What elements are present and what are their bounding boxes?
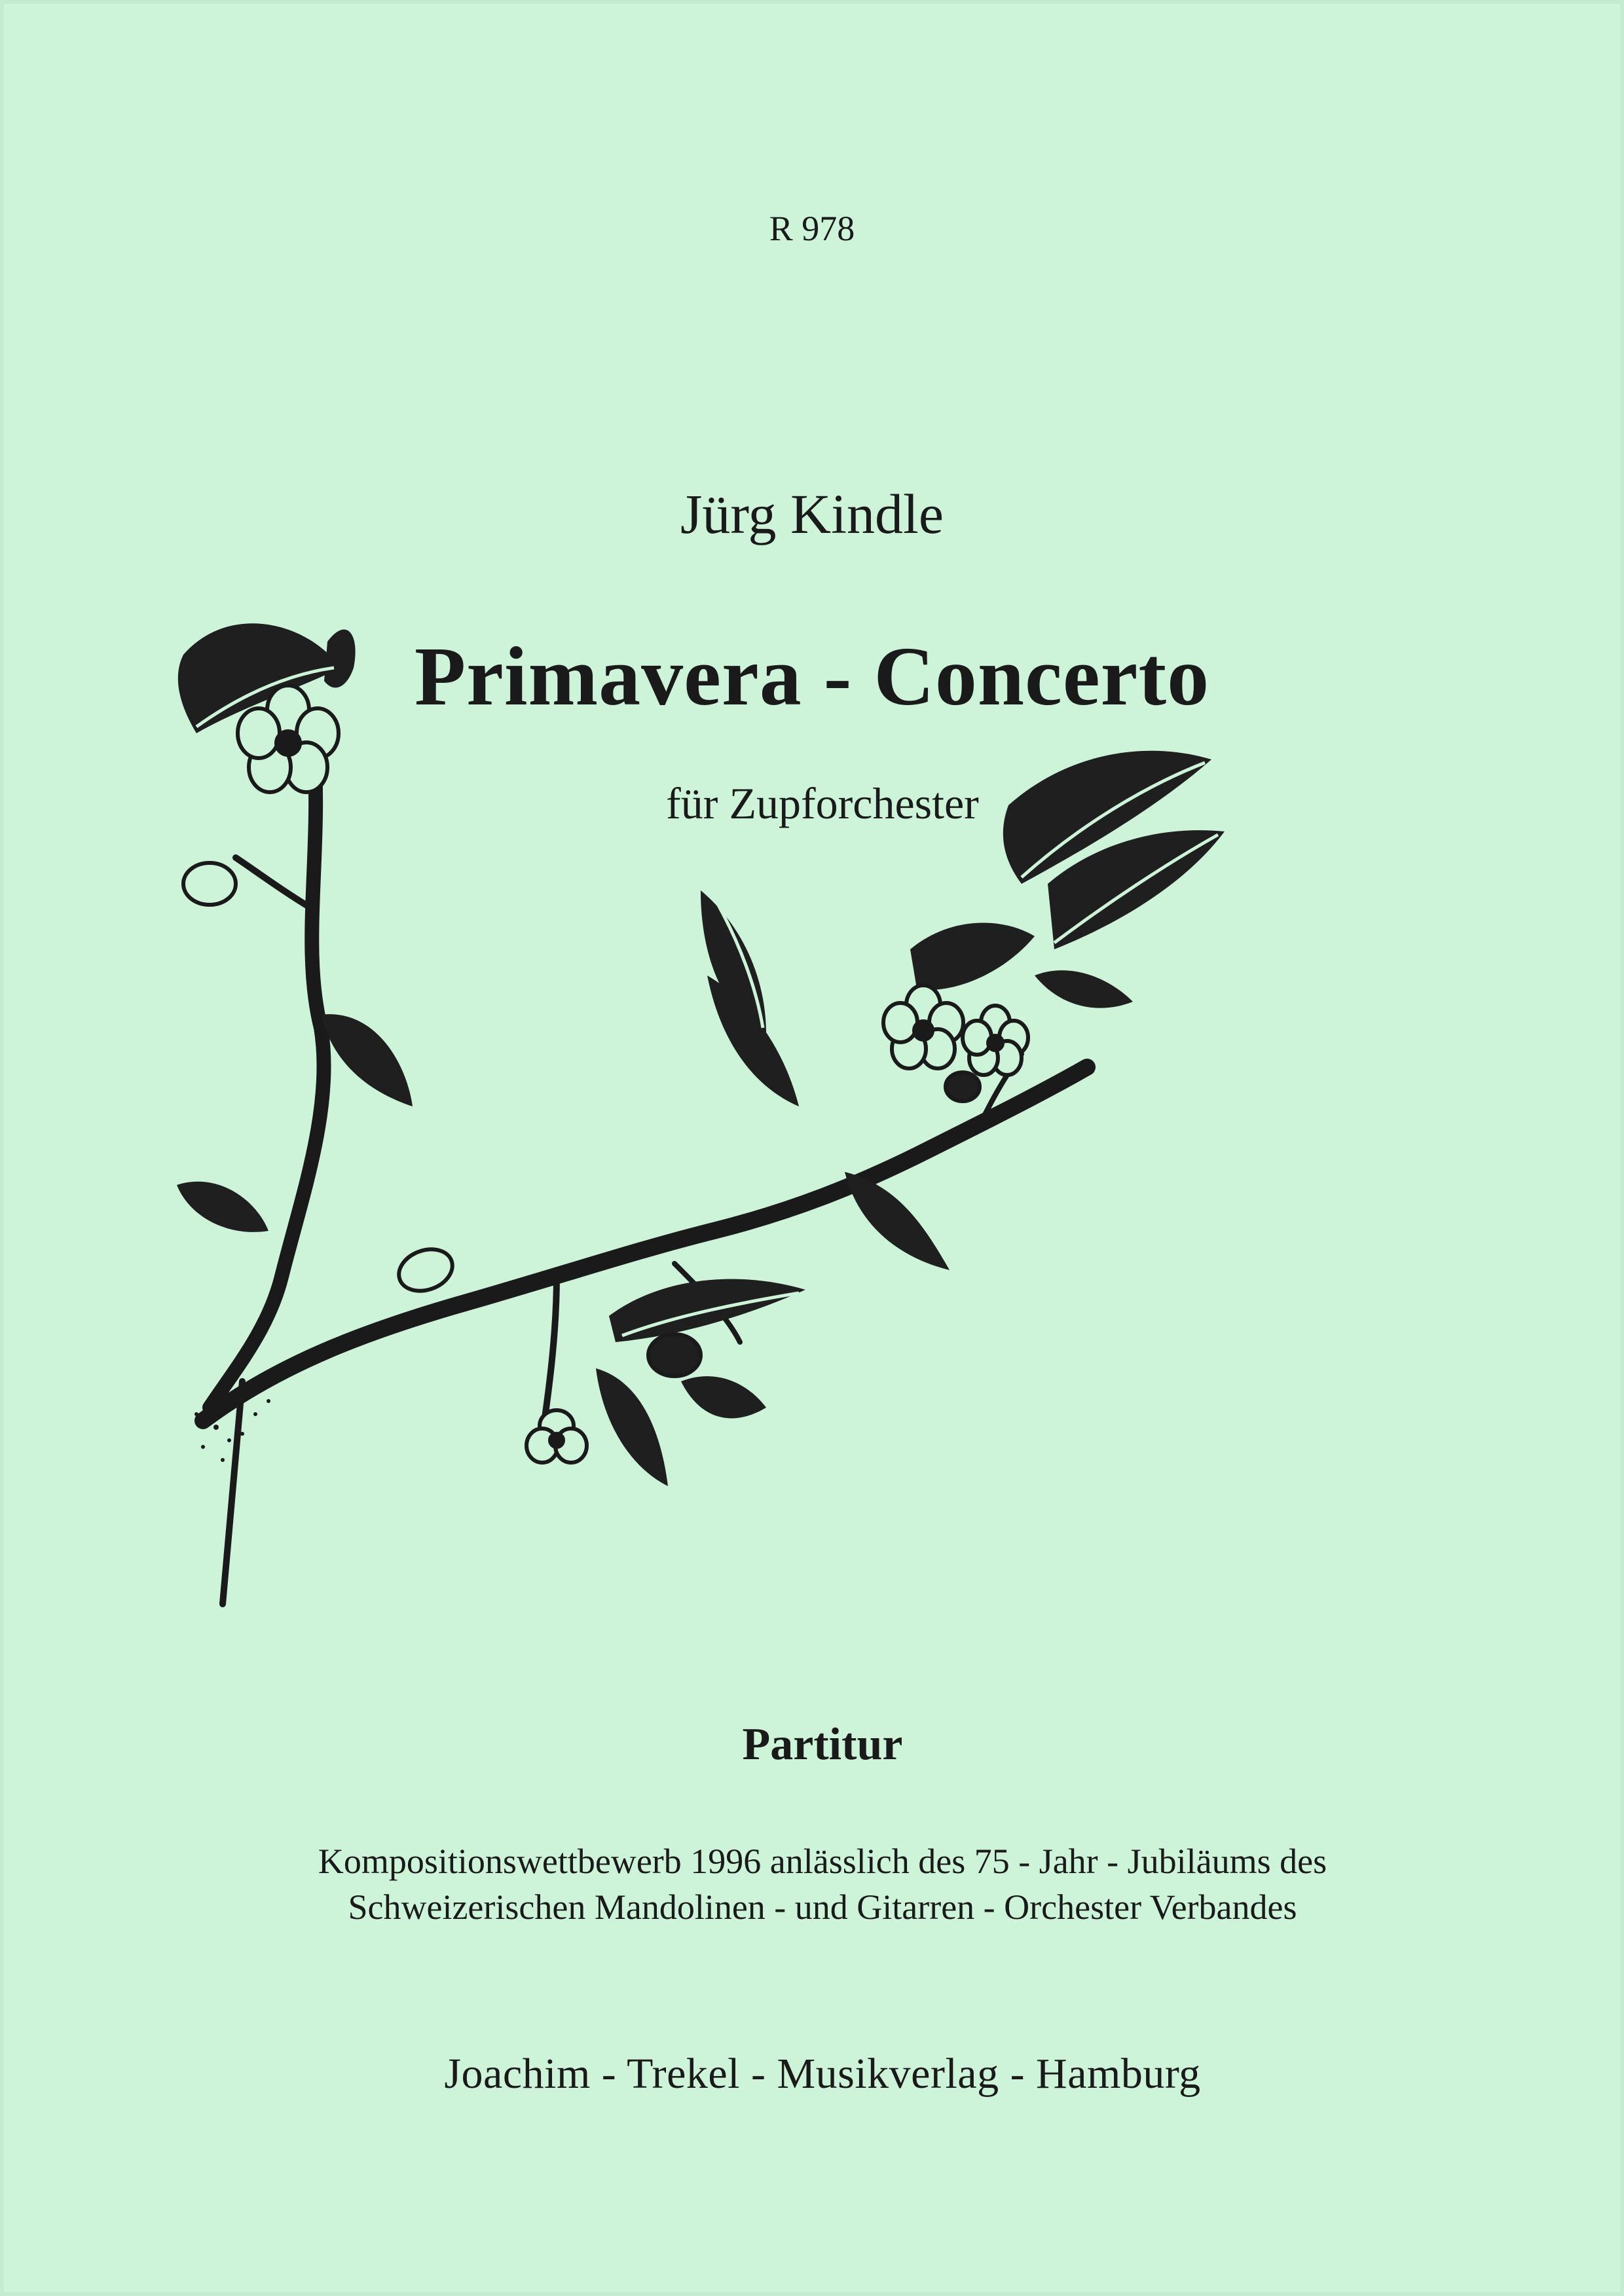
competition-description [10, 1838, 1624, 1930]
publisher-name: Joachim - Trekel - Musikverlag - Hamburg [444, 2050, 1201, 2098]
work-title-text: Primavera - Concerto [414, 630, 1210, 723]
edition-label: Partitur [742, 1719, 903, 1770]
description-line-1: Kompositionswettbewerb 1996 anlässlich des 75 - Jahr - Jubiläums des [318, 1842, 1327, 1881]
catalog-number: R 978 [769, 209, 855, 248]
blossom-branch-illustration [138, 609, 1264, 1787]
description-line-2: Schweizerischen Mandolinen - und Gitarren - Orchester Verbandes [348, 1887, 1297, 1927]
composer-name: Jürg Kindle [680, 483, 944, 545]
work-subtitle: für Zupforchester [666, 778, 979, 828]
